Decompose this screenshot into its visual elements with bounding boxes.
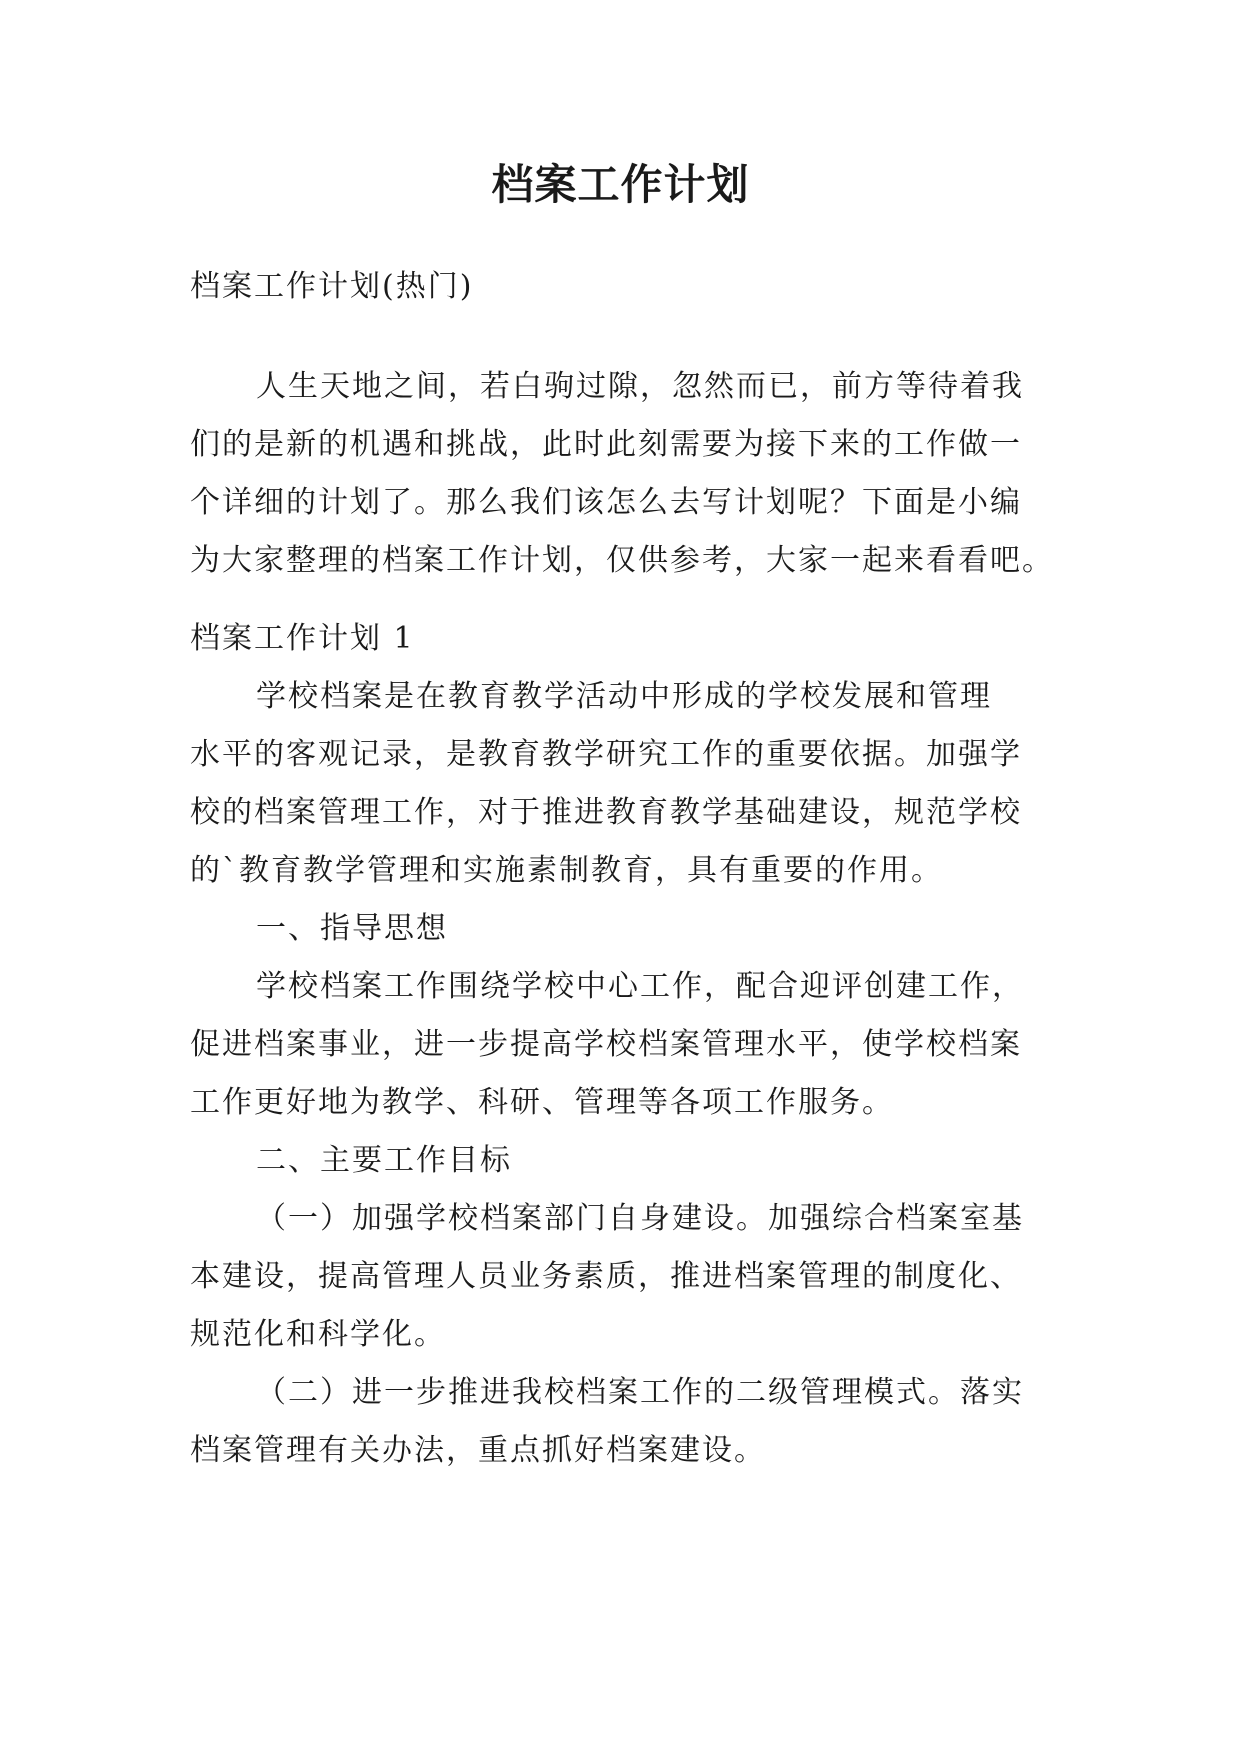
- section1-paragraph: [190, 668, 1050, 900]
- paragraph-line: 学校档案是在教育教学活动中形成的学校发展和管理: [256, 679, 992, 714]
- goal-1-paragraph: [190, 1190, 1050, 1364]
- intro-paragraph: [190, 358, 1054, 590]
- subtitle-text: 档案工作计划(热门): [190, 269, 474, 304]
- subheading-guiding: [190, 900, 1050, 958]
- paragraph-line: 规范化和科学化。: [190, 1317, 446, 1352]
- paragraph-line: （二）进一步推进我校档案工作的二级管理模式。落实: [256, 1375, 1024, 1410]
- paragraph-line: 工作更好地为教学、科研、管理等各项工作服务。: [190, 1085, 894, 1120]
- paragraph-line: 的`教育教学管理和实施素制教育，具有重要的作用。: [190, 853, 943, 888]
- subheading-text: 一、指导思想: [256, 911, 448, 946]
- section-heading-text: 档案工作计划 1: [190, 621, 415, 656]
- section-heading: [190, 610, 1050, 668]
- paragraph-line: 促进档案事业，进一步提高学校档案管理水平，使学校档案: [190, 1027, 1022, 1062]
- paragraph-line: 本建设，提高管理人员业务素质，推进档案管理的制度化、: [190, 1259, 1022, 1294]
- document-subtitle: [190, 258, 1050, 316]
- paragraph-line: 水平的客观记录，是教育教学研究工作的重要依据。加强学: [190, 737, 1022, 772]
- subheading-goals: [190, 1132, 1050, 1190]
- guiding-paragraph: [190, 958, 1050, 1132]
- paragraph-line: 们的是新的机遇和挑战，此时此刻需要为接下来的工作做一: [190, 427, 1022, 462]
- paragraph-line: （一）加强学校档案部门自身建设。加强综合档案室基: [256, 1201, 1024, 1236]
- paragraph-line: 为大家整理的档案工作计划，仅供参考，大家一起来看看吧。: [190, 543, 1054, 578]
- paragraph-line: 个详细的计划了。那么我们该怎么去写计划呢？下面是小编: [190, 485, 1022, 520]
- paragraph-line: 档案管理有关办法，重点抓好档案建设。: [190, 1433, 766, 1468]
- paragraph-line: 校的档案管理工作，对于推进教育教学基础建设，规范学校: [190, 795, 1022, 830]
- goal-2-paragraph: [190, 1364, 1050, 1480]
- paragraph-line: 学校档案工作围绕学校中心工作，配合迎评创建工作，: [256, 969, 1024, 1004]
- paragraph-line: 人生天地之间，若白驹过隙，忽然而已，前方等待着我: [256, 369, 1024, 404]
- subheading-text: 二、主要工作目标: [256, 1143, 512, 1178]
- document-title: 档案工作计划: [491, 160, 750, 209]
